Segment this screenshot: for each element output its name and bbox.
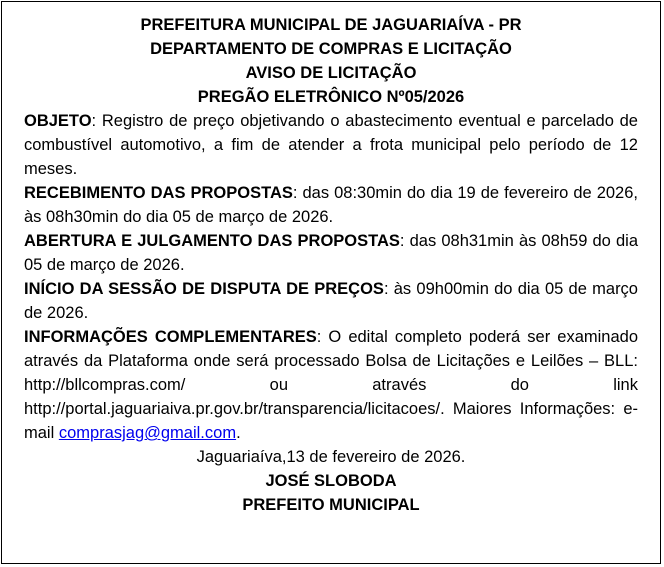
abertura-text: : das 08h31min às 08h59 do dia 05 de março de 2026. [24,232,639,274]
objeto-paragraph [24,109,638,181]
email-link[interactable]: comprasjag@gmail.com [58,424,237,442]
licitacao-notice [1,1,661,564]
header-pregao: PREGÃO ELETRÔNICO Nº05/2026 [197,88,465,106]
inicio-text: : às 09h00min do dia 05 de março de 2026. [24,280,638,322]
signer-name: JOSÉ SLOBODA [265,472,397,490]
objeto-text: : Registro de preço objetivando o abastecimento eventual e parcelado de combustível automotivo, a fim de atender a frota municipal pelo período de 12 meses. [24,112,638,178]
inicio-paragraph [24,277,638,325]
informacoes-label: INFORMAÇÕES COMPLEMENTARES [24,328,317,346]
informacoes-paragraph [24,325,638,445]
inicio-label: INÍCIO DA SESSÃO DE DISPUTA DE PREÇOS [24,280,384,298]
recebimento-label: RECEBIMENTO DAS PROPOSTAS [24,184,293,202]
abertura-label: ABERTURA E JULGAMENTO DAS PROPOSTAS [24,232,400,250]
header-departamento: DEPARTAMENTO DE COMPRAS E LICITAÇÃO [150,40,512,58]
recebimento-text: : das 08:30min do dia 19 de fevereiro de 2026, às 08h30min do dia 05 de março de 2026. [24,184,638,226]
recebimento-paragraph [24,181,638,229]
date-line: Jaguariaíva,13 de fevereiro de 2026. [196,448,466,466]
objeto-label: OBJETO [24,112,92,130]
abertura-paragraph [24,229,638,277]
informacoes-text: : O edital completo poderá ser examinado através da Plataforma onde será processado Bolsa de Licitações e Leilões – BLL: http://bllcompras.com/ ou através do link http://portal.jaguariaiva.pr.gov.br/transparencia/licitacoes/. Maiores Informações: e-mail [24,328,638,442]
informacoes-after-email: . [236,424,241,442]
signer-title: PREFEITO MUNICIPAL [242,496,420,514]
header-aviso: AVISO DE LICITAÇÃO [245,64,417,82]
header-prefeitura: PREFEITURA MUNICIPAL DE JAGUARIAÍVA - PR [140,16,522,34]
